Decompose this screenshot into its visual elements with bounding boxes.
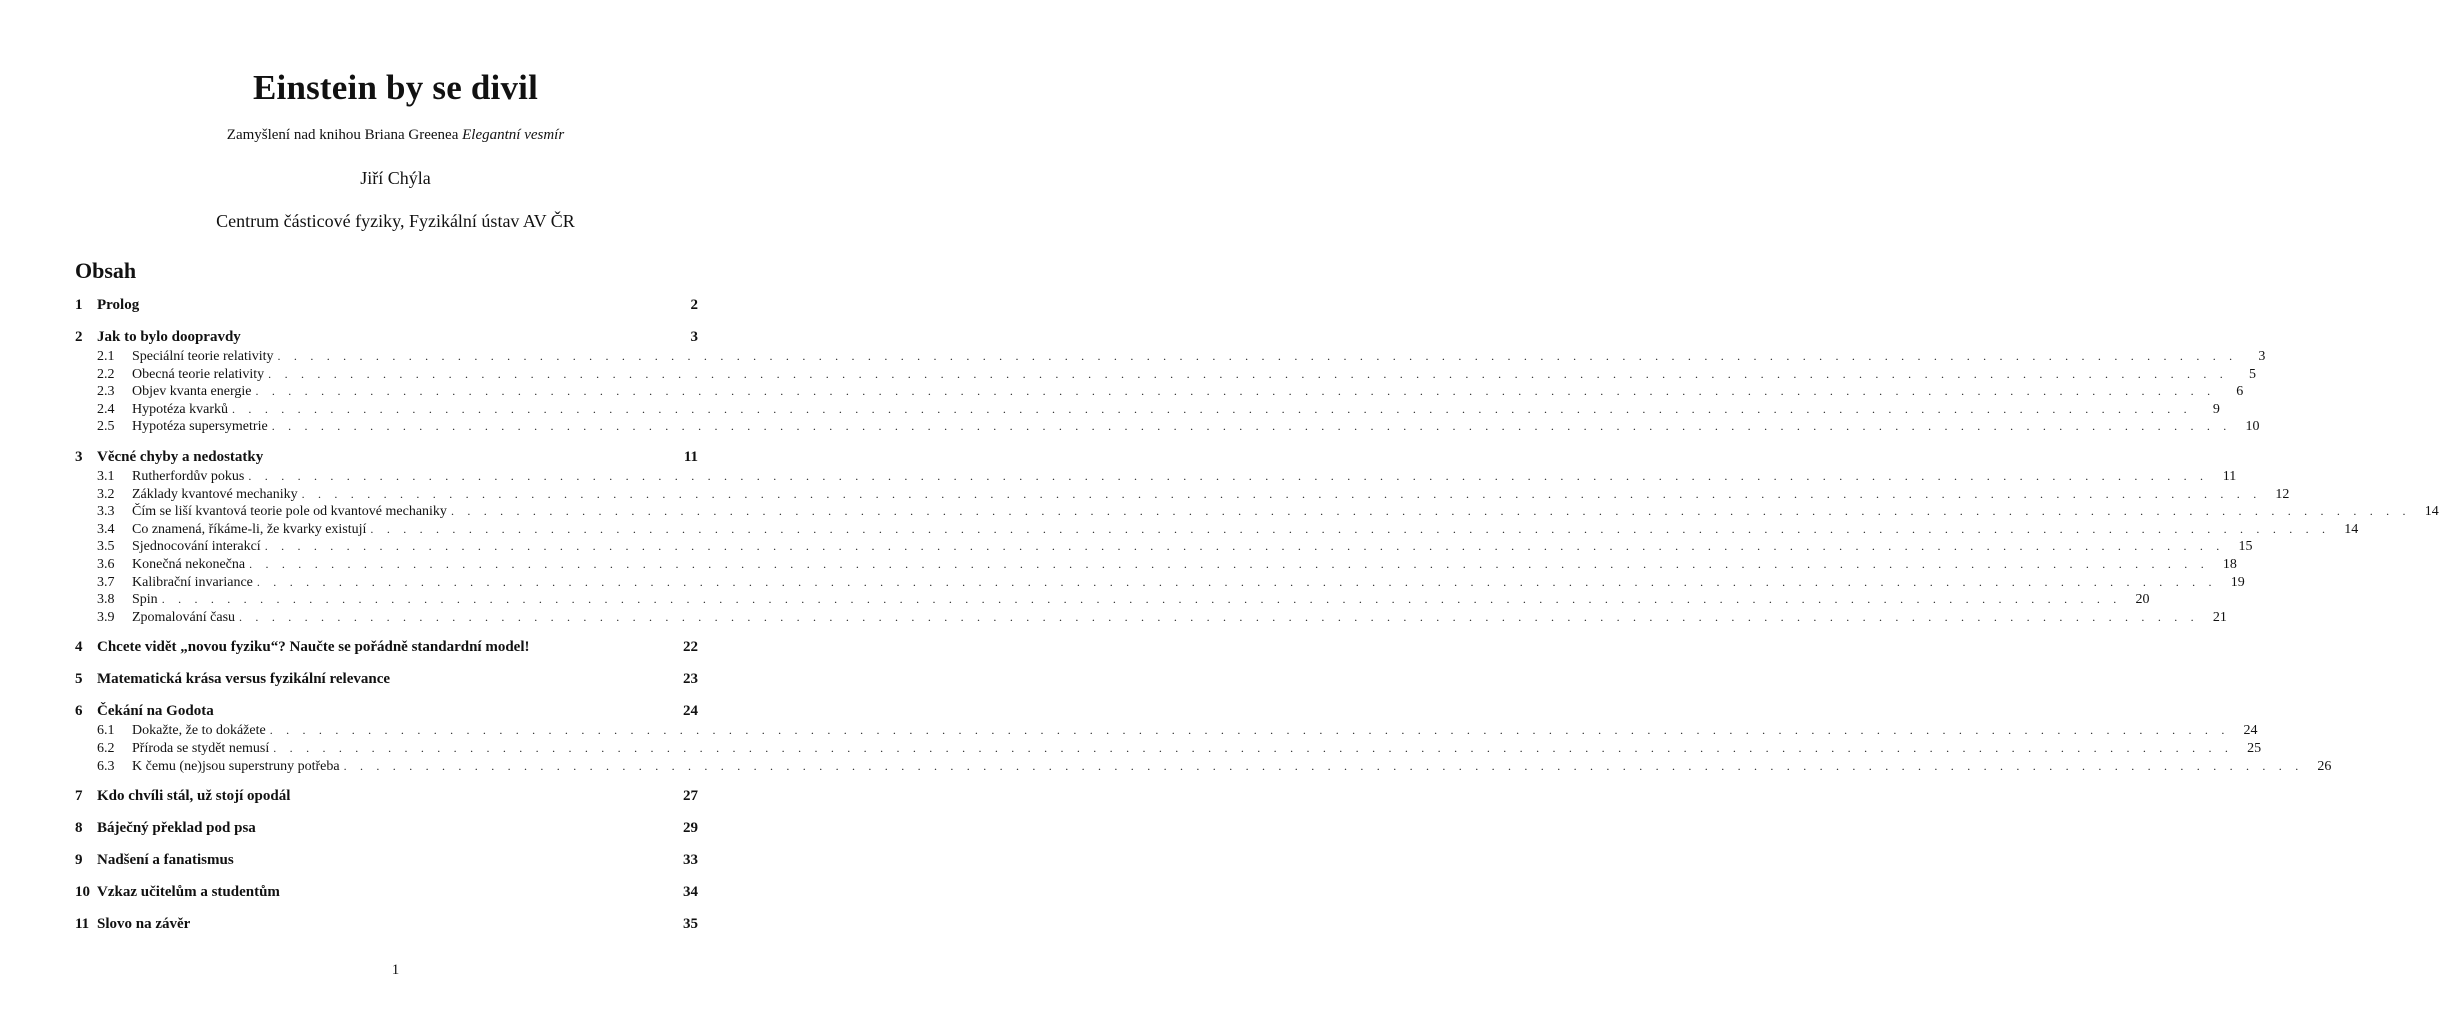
toc-subsection-page: 18 xyxy=(2222,556,2237,572)
toc-section-title: Prolog xyxy=(97,297,140,313)
toc-subsection-title: Hypotéza supersymetrie xyxy=(132,419,268,435)
toc-subsection-number: 3.3 xyxy=(97,504,115,520)
toc-section-title: Matematická krása versus fyzikální relevance xyxy=(97,671,391,688)
toc-subsection-entry[interactable] xyxy=(75,366,2256,384)
toc-subsection-entry[interactable] xyxy=(75,758,2332,776)
toc-subsection-page: 21 xyxy=(2212,609,2227,625)
toc-subsection-title: Co znamená, říkáme-li, že kvarky existují xyxy=(132,521,367,537)
toc-subsection-number: 2.1 xyxy=(97,349,115,364)
toc-section-entry[interactable] xyxy=(75,700,698,722)
toc-subsection-number: 3.1 xyxy=(97,468,115,484)
toc-subsection-page: 6 xyxy=(2236,384,2244,400)
toc-section-page: 2 xyxy=(690,297,698,313)
toc-subsection-number: 2.3 xyxy=(97,384,115,400)
toc-subsection-title: Dokažte, že to dokážete xyxy=(132,723,266,739)
toc-section-entry[interactable] xyxy=(75,881,698,903)
toc-heading: Obsah xyxy=(75,258,137,283)
toc-section-page: 11 xyxy=(683,448,698,465)
toc-section-entry[interactable] xyxy=(75,785,698,807)
toc-section-title: Věcné chyby a nedostatky xyxy=(97,448,264,465)
toc-section-page: 33 xyxy=(683,852,698,869)
toc-section-title: Čekání na Godota xyxy=(97,703,214,720)
toc-subsection-entry[interactable] xyxy=(75,722,2258,740)
toc-subsection-page: 15 xyxy=(2238,539,2253,555)
toc-subsection-page: 14 xyxy=(2344,521,2359,537)
toc-subsection-entry[interactable] xyxy=(75,468,2237,486)
toc-subsection-page: 26 xyxy=(2317,758,2332,774)
toc-subsection-title: Zpomalování času xyxy=(132,609,236,625)
toc-subsection-number: 3.8 xyxy=(97,592,115,608)
toc-section-entry[interactable] xyxy=(75,636,698,658)
toc-leader-dots: . . . . . . . . . . . . . . . . . . . . . . . . . . . . . . . . . . . . . . . . . . . . . . . . . . . . . . . . . . . . . . . . . . . . . . . . . . . . . . . . . . . . . . . . . . . . . . . . . . . . . . . . . . . . . . . . . . . . . . . . xyxy=(239,609,2199,624)
toc-subsection-title: Kalibrační invariance xyxy=(132,574,253,590)
toc-subsection-number: 2.5 xyxy=(97,419,115,435)
toc-section-number: 3 xyxy=(75,448,83,465)
toc-leader-dots: . . . . . . . . . . . . . . . . . . . . . . . . . . . . . . . . . . . . . . . . . . . . . . . . . . . . . . . . . . . . . . . . . . . . . . . . . . . . . . . . . . . . . . . . . . . . . . . . . . . . . . . . . . . . . . . . . . . . . . . . xyxy=(161,592,2122,607)
toc-subsection-page: 11 xyxy=(2222,468,2237,484)
toc-leader-dots: . . . . . . . . . . . . . . . . . . . . . . . . . . . . . . . . . . . . . . . . . . . . . . . . . . . . . . . . . . . . . . . . . . . . . . . . . . . . . . . . . . . . . . . . . . . . . . . . . . . . . . . . . . . . . . . . . . . . . . . . xyxy=(255,384,2216,399)
toc-section-page: 35 xyxy=(683,916,698,933)
toc-section-number: 4 xyxy=(75,639,83,656)
toc-section-number: 10 xyxy=(75,884,90,901)
toc-leader-dots: . . . . . . . . . . . . . . . . . . . . . . . . . . . . . . . . . . . . . . . . . . . . . . . . . . . . . . . . . . . . . . . . . . . . . . . . . . . . . . . . . . . . . . . . . . . . . . . . . . . . . . . . . . . . . . . . . . . . . . . . xyxy=(277,349,2238,363)
subtitle-text: Zamyšlení nad knihou Briana Greenea xyxy=(226,127,459,143)
toc-subsection-title: K čemu (ne)jsou superstruny potřeba xyxy=(132,758,340,774)
toc-subsection-number: 6.2 xyxy=(97,740,115,756)
toc-section-page: 29 xyxy=(683,820,698,837)
toc-section-page: 34 xyxy=(683,884,698,901)
toc-subsection-number: 2.4 xyxy=(97,401,115,417)
toc-subsection-title: Sjednocování interakcí xyxy=(132,539,261,555)
toc-subsection-number: 3.7 xyxy=(97,574,115,590)
toc-leader-dots: . . . . . . . . . . . . . . . . . . . . . . . . . . . . . . . . . . . . . . . . . . . . . . . . . . . . . . . . . . . . . . . . . . . . . . . . . . . . . . . . . . . . . . . . . . . . . . . . . . . . . . . . . . . . . . . . . . . . . . . . xyxy=(264,539,2225,554)
toc-section-number: 7 xyxy=(75,788,83,805)
toc-leader-dots: . . . . . . . . . . . . . . . . . . . . . . . . . . . . . . . . . . . . . . . . . . . . . . . . . . . . . . . . . . . . . . . . . . . . . . . . . . . . . . . . . . . . . . . . . . . . . . . . . . . . . . . . . . . . . . . . . . . . . . . . xyxy=(248,468,2209,483)
toc-subsection-entry[interactable] xyxy=(75,538,2253,556)
toc-subsection-page: 24 xyxy=(2243,723,2258,739)
toc-subsection-title: Rutherfordův pokus xyxy=(132,468,245,484)
toc-subsection-page: 14 xyxy=(2424,504,2439,520)
toc-subsection-page: 10 xyxy=(2245,419,2260,435)
toc-subsection-number: 6.1 xyxy=(97,723,115,739)
author-name: Jiří Chýla xyxy=(360,168,431,188)
toc-leader-dots: . . . . . . . . . . . . . . . . . . . . . . . . . . . . . . . . . . . . . . . . . . . . . . . . . . . . . . . . . . . . . . . . . . . . . . . . . . . . . . . . . . . . . . . . . . . . . . . . . . . . . . . . . . . . . . . . . . . . . . . . xyxy=(370,521,2331,536)
toc-subsection-entry[interactable] xyxy=(75,486,2290,504)
author-affiliation: Centrum částicové fyziky, Fyzikální ústav AV ČR xyxy=(216,211,575,231)
paper-subtitle xyxy=(0,127,791,144)
toc-section-number: 5 xyxy=(75,671,83,688)
toc-subsection-title: Konečná nekonečna xyxy=(132,556,246,572)
toc-leader-dots: . . . . . . . . . . . . . . . . . . . . . . . . . . . . . . . . . . . . . . . . . . . . . . . . . . . . . . . . . . . . . . . . . . . . . . . . . . . . . . . . . . . . . . . . . . . . . . . . . . . . . . . . . . . . . . . . . . . . . . . . xyxy=(268,366,2228,381)
paper-title: Einstein by se divil xyxy=(252,68,539,107)
toc-subsection-title: Obecná teorie relativity xyxy=(132,366,265,382)
toc-subsection-title: Objev kvanta energie xyxy=(132,384,252,400)
toc-subsection-number: 2.2 xyxy=(97,366,115,382)
toc-leader-dots: . . . . . . . . . . . . . . . . . . . . . . . . . . . . . . . . . . . . . . . . . . . . . . . . . . . . . . . . . . . . . . . . . . . . . . . . . . . . . . . . . . . . . . . . . . . . . . . . . . . . . . . . . . . . . . . . . . . . . . . . xyxy=(450,504,2411,519)
toc-section-entry[interactable] xyxy=(75,446,698,468)
toc-subsection-entry[interactable] xyxy=(75,418,2260,436)
toc-section-title: Vzkaz učitelům a studentům xyxy=(97,884,280,901)
toc-subsection-title: Základy kvantové mechaniky xyxy=(132,486,298,502)
toc-subsection-title: Čím se liší kvantová teorie pole od kvantové mechaniky xyxy=(132,504,447,520)
toc-section-number: 6 xyxy=(75,703,83,720)
toc-section-title: Kdo chvíli stál, už stojí opodál xyxy=(97,788,291,805)
toc-subsection-entry[interactable] xyxy=(75,574,2245,592)
toc-section-number: 8 xyxy=(75,820,83,837)
toc-leader-dots: . . . . . . . . . . . . . . . . . . . . . . . . . . . . . . . . . . . . . . . . . . . . . . . . . . . . . . . . . . . . . . . . . . . . . . . . . . . . . . . . . . . . . . . . . . . . . . . . . . . . . . . . . . . . . . . . . . . . . . . . xyxy=(256,574,2217,589)
toc-subsection-title: Hypotéza kvarků xyxy=(132,401,229,417)
subtitle-book-title: Elegantní vesmír xyxy=(462,127,565,143)
toc-subsection-entry[interactable] xyxy=(75,591,2150,609)
toc-section-entry[interactable] xyxy=(75,668,698,690)
toc-subsection-number: 6.3 xyxy=(97,758,115,774)
toc-section-entry[interactable] xyxy=(75,817,698,839)
toc-section-title: Báječný překlad pod psa xyxy=(97,820,256,837)
toc-section-page: 3 xyxy=(690,329,698,345)
toc-section-number: 9 xyxy=(75,852,83,869)
toc-leader-dots: . . . . . . . . . . . . . . . . . . . . . . . . . . . . . . . . . . . . . . . . . . . . . . . . . . . . . . . . . . . . . . . . . . . . . . . . . . . . . . . . . . . . . . . . . . . . . . . . . . . . . . . . . . . . . . . . . . . . . . . . xyxy=(301,486,2262,501)
toc-subsection-entry[interactable] xyxy=(75,556,2237,574)
toc-leader-dots: . . . . . . . . . . . . . . . . . . . . . . . . . . . . . . . . . . . . . . . . . . . . . . . . . . . . . . . . . . . . . . . . . . . . . . . . . . . . . . . . . . . . . . . . . . . . . . . . . . . . . . . . . . . . . . . . . . . . . . . . xyxy=(269,723,2230,738)
toc-subsection-entry[interactable] xyxy=(75,503,2439,521)
toc-section-title: Chcete vidět „novou fyziku“? Naučte se pořádně standardní model! xyxy=(97,639,530,656)
toc-leader-dots: . . . . . . . . . . . . . . . . . . . . . . . . . . . . . . . . . . . . . . . . . . . . . . . . . . . . . . . . . . . . . . . . . . . . . . . . . . . . . . . . . . . . . . . . . . . . . . . . . . . . . . . . . . . . . . . . . . . . . . . . xyxy=(249,556,2209,571)
toc-subsection-number: 3.9 xyxy=(97,609,115,625)
toc-section-page: 27 xyxy=(683,788,698,805)
toc-subsection-page: 5 xyxy=(2248,366,2256,382)
toc-section-title: Jak to bylo doopravdy xyxy=(97,329,241,345)
toc-section-page: 23 xyxy=(683,671,698,688)
toc-section-page: 22 xyxy=(683,639,698,656)
toc-section-number: 1 xyxy=(75,297,83,313)
toc-subsection-title: Spin xyxy=(132,592,158,608)
toc-section-page: 24 xyxy=(683,703,698,720)
toc-leader-dots: . . . . . . . . . . . . . . . . . . . . . . . . . . . . . . . . . . . . . . . . . . . . . . . . . . . . . . . . . . . . . . . . . . . . . . . . . . . . . . . . . . . . . . . . . . . . . . . . . . . . . . . . . . . . . . . . . . . . . . . . xyxy=(271,419,2232,434)
toc-section-number: 2 xyxy=(75,329,83,345)
page-number: 1 xyxy=(391,962,400,978)
toc-subsection-page: 3 xyxy=(2258,349,2266,364)
toc-subsection-entry[interactable] xyxy=(75,383,2244,401)
toc-subsection-entry[interactable] xyxy=(75,521,2359,539)
toc-subsection-entry[interactable] xyxy=(75,740,2262,758)
toc-leader-dots: . . . . . . . . . . . . . . . . . . . . . . . . . . . . . . . . . . . . . . . . . . . . . . . . . . . . . . . . . . . . . . . . . . . . . . . . . . . . . . . . . . . . . . . . . . . . . . . . . . . . . . . . . . . . . . . . . . . . . . . . xyxy=(232,401,2192,416)
toc-subsection-title: Speciální teorie relativity xyxy=(132,349,274,364)
toc-subsection-page: 20 xyxy=(2135,592,2150,608)
toc-section-entry[interactable] xyxy=(75,326,698,348)
toc-section-number: 11 xyxy=(75,916,90,933)
toc-leader-dots: . . . . . . . . . . . . . . . . . . . . . . . . . . . . . . . . . . . . . . . . . . . . . . . . . . . . . . . . . . . . . . . . . . . . . . . . . . . . . . . . . . . . . . . . . . . . . . . . . . . . . . . . . . . . . . . . . . . . . . . . xyxy=(273,740,2234,755)
toc-subsection-page: 19 xyxy=(2230,574,2245,590)
toc-section-entry[interactable] xyxy=(75,294,698,316)
toc-leader-dots: . . . . . . . . . . . . . . . . . . . . . . . . . . . . . . . . . . . . . . . . . . . . . . . . . . . . . . . . . . . . . . . . . . . . . . . . . . . . . . . . . . . . . . . . . . . . . . . . . . . . . . . . . . . . . . . . . . . . . . . . xyxy=(343,758,2304,773)
toc-subsection-page: 12 xyxy=(2275,486,2290,502)
toc-subsection-entry[interactable] xyxy=(75,401,2220,419)
table-of-contents xyxy=(75,294,2439,935)
toc-subsection-number: 3.5 xyxy=(97,539,115,555)
toc-subsection-page: 25 xyxy=(2247,740,2262,756)
toc-section-title: Slovo na závěr xyxy=(97,916,191,933)
toc-subsection-entry[interactable] xyxy=(75,609,2227,627)
toc-section-entry[interactable] xyxy=(75,913,698,935)
toc-subsection-title: Příroda se stydět nemusí xyxy=(132,740,270,756)
toc-subsection-entry[interactable] xyxy=(75,348,2266,366)
toc-subsection-number: 3.2 xyxy=(97,486,115,502)
toc-subsection-page: 9 xyxy=(2212,401,2220,417)
toc-subsection-number: 3.4 xyxy=(97,521,115,537)
toc-section-title: Nadšení a fanatismus xyxy=(97,852,234,869)
toc-subsection-number: 3.6 xyxy=(97,556,115,572)
toc-section-entry[interactable] xyxy=(75,849,698,871)
